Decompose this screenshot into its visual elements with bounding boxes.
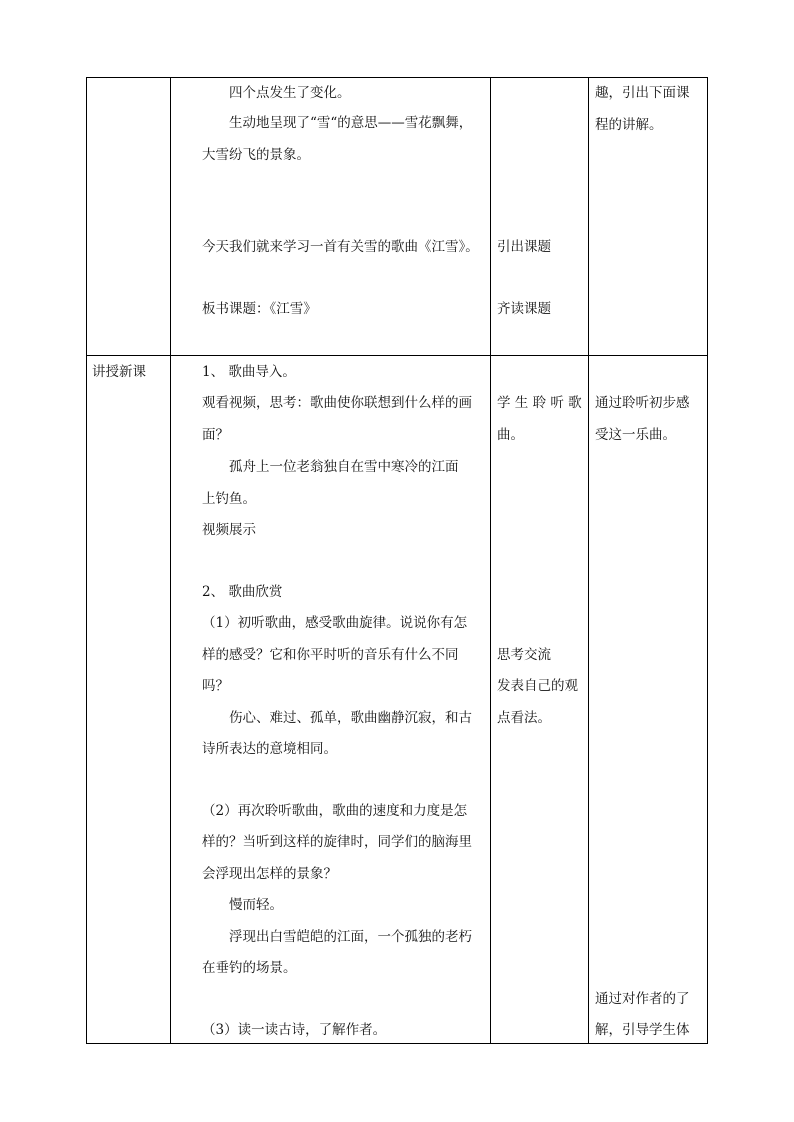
content-line: 板书课题：《江雪》: [202, 301, 317, 317]
content-line: 诗所表达的意境相同。: [202, 741, 337, 757]
column-divider-1: [170, 77, 171, 1044]
content-line: 会浮现出怎样的景象？: [202, 866, 337, 882]
content-line: 浮现出白雪皑皑的江面，一个孤独的老朽: [229, 929, 472, 945]
content-line: 2、 歌曲欣赏: [202, 584, 283, 600]
content-line: （2）再次聆听歌曲，歌曲的速度和力度是怎: [202, 803, 468, 819]
table-left-border: [86, 77, 87, 1044]
content-line: 样的？当听到这样的旋律时，同学们的脑海里: [202, 834, 472, 850]
student-line: 引出课题: [497, 239, 551, 255]
content-line: 观看视频，思考：歌曲使你联想到什么样的画: [202, 395, 472, 411]
content-line: 上钓鱼。: [202, 491, 256, 507]
content-line: 吗？: [202, 678, 229, 694]
content-line: 视频展示: [202, 522, 256, 538]
content-line: （3）读一读古诗，了解作者。: [202, 1022, 387, 1038]
intent-line: 通过聆听初步感: [595, 395, 690, 411]
table-right-border: [707, 77, 708, 1044]
content-line: 四个点发生了变化。: [229, 85, 351, 101]
table-bottom-border: [86, 1043, 708, 1044]
content-line: 伤心、难过、孤单，歌曲幽静沉寂，和古: [229, 710, 472, 726]
content-line: 慢而轻。: [229, 897, 283, 913]
stage-label: 讲授新课: [92, 364, 146, 380]
column-divider-3: [588, 77, 589, 1044]
student-line: 齐读课题: [497, 301, 551, 317]
student-line: 学 生 聆 听 歌: [497, 395, 582, 411]
student-line: 点看法。: [497, 710, 551, 726]
intent-line: 解，引导学生体: [595, 1022, 690, 1038]
content-line: 面？: [202, 427, 229, 443]
content-line: 样的感受？它和你平时听的音乐有什么不同: [202, 647, 459, 663]
content-line: 1、 歌曲导入。: [202, 364, 296, 380]
student-line: 发表自己的观: [497, 678, 578, 694]
table-top-border: [86, 77, 708, 78]
intent-line: 程的讲解。: [595, 117, 663, 133]
content-line: 大雪纷飞的景象。: [202, 147, 310, 163]
row-divider: [86, 355, 708, 356]
content-line: 在垂钓的场景。: [202, 960, 297, 976]
intent-line: 趣，引出下面课: [595, 85, 690, 101]
column-divider-2: [490, 77, 491, 1044]
content-line: （1）初听歌曲，感受歌曲旋律。说说你有怎: [202, 615, 468, 631]
intent-line: 通过对作者的了: [595, 991, 690, 1007]
intent-line: 受这一乐曲。: [595, 427, 676, 443]
student-line: 思考交流: [497, 647, 551, 663]
student-line: 曲。: [497, 427, 524, 443]
content-line: 孤舟上一位老翁独自在雪中寒冷的江面: [229, 459, 459, 475]
content-line: 生动地呈现了“雪“的意思——雪花飘舞，: [229, 115, 473, 131]
content-line: 今天我们就来学习一首有关雪的歌曲《江雪》。: [202, 239, 479, 255]
